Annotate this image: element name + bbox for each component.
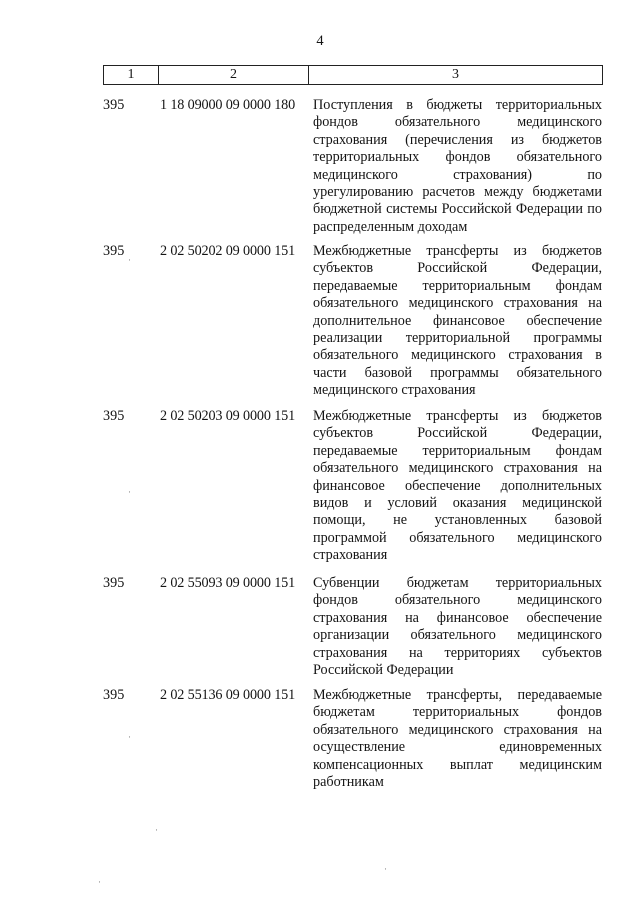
- scan-speck: ·: [128, 255, 131, 265]
- revenue-code: 2 02 55093 09 0000 151: [160, 575, 296, 591]
- revenue-code: 2 02 50203 09 0000 151: [160, 408, 296, 424]
- table-header-row: [103, 65, 603, 85]
- revenue-name: Субвенции бюджетам территориальных фондов обязательного медицинского страхования на финансовое обеспечение организации обязательного медицинского страхования на территориях субъектов Российской Федерации: [313, 575, 602, 679]
- table-row: [103, 97, 603, 243]
- table-row: [103, 687, 603, 791]
- admin-code: 395: [103, 408, 125, 424]
- header-cell-3: 3: [452, 67, 459, 82]
- table-row: [103, 243, 603, 408]
- revenue-name: Межбюджетные трансферты из бюджетов субъектов Российской Федерации, передаваемые территориальным фондам обязательного медицинского страхования на дополнительное финансовое обеспечение реализации территориальной программы обязательного медицинского страхования в части базовой программы обязательного медицинского страхования: [313, 243, 602, 399]
- revenue-code: 1 18 09000 09 0000 180: [160, 97, 296, 113]
- admin-code: 395: [103, 575, 125, 591]
- revenue-code: 2 02 50202 09 0000 151: [160, 243, 296, 259]
- header-cell-2: 2: [159, 66, 309, 84]
- revenue-code: 2 02 55136 09 0000 151: [160, 687, 296, 703]
- revenue-name: Поступления в бюджеты территориальных фондов обязательного медицинского страхования (перечисления из бюджетов территориальных фондов обязательного медицинского страхования) по урегулированию расчетов между бюджетами бюджетной системы Российской Федерации по распределенным доходам: [313, 97, 602, 235]
- scan-speck: ·: [155, 825, 158, 835]
- scan-speck: ·: [128, 487, 131, 497]
- scan-speck: ·: [128, 732, 131, 742]
- header-cell-1: 1: [104, 66, 159, 84]
- table-body: [103, 97, 603, 791]
- revenue-name: Межбюджетные трансферты из бюджетов субъектов Российской Федерации, передаваемые территориальным фондам обязательного медицинского страхования на финансовое обеспечение дополнительных видов и условий оказания медицинской помощи, не установленных базовой программой обязательного медицинского страхования: [313, 408, 602, 564]
- page-number: 4: [316, 33, 324, 49]
- table-row: [103, 575, 603, 687]
- table-row: [103, 408, 603, 575]
- scan-speck: ·: [384, 864, 387, 874]
- admin-code: 395: [103, 243, 125, 259]
- scan-speck: ·: [98, 877, 101, 887]
- revenue-name: Межбюджетные трансферты, передаваемые бюджетам территориальных фондов обязательного медицинского страхования на осуществление единовременных компенсационных выплат медицинским работникам: [313, 687, 602, 791]
- admin-code: 395: [103, 687, 125, 703]
- admin-code: 395: [103, 97, 125, 113]
